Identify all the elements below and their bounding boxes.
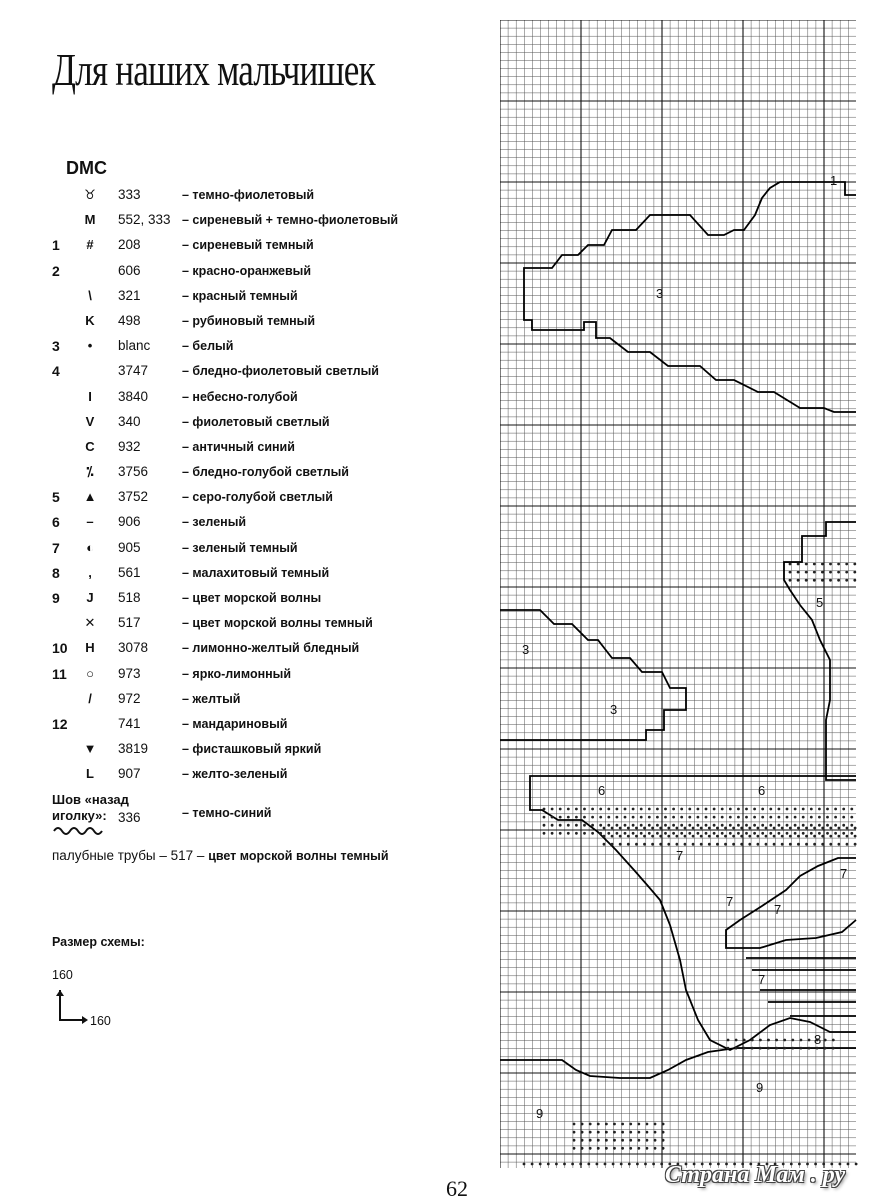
legend-desc: – фиолетовый светлый [182,414,330,429]
chart-color-number: 1 [830,173,838,188]
legend-symbol: V [85,413,95,429]
chart-color-number: 7 [774,902,782,917]
backstitch-label: Шов «назад иголку»: [52,792,129,823]
legend-number: 3 [52,338,60,355]
chart-color-number: 3 [522,642,530,657]
chart-color-number: 6 [758,783,766,798]
legend-code: blanc [118,338,151,354]
legend-row [52,287,472,312]
legend-symbol: ▼ [83,741,97,757]
legend-desc: – сиреневый + темно-фиолетовый [182,213,399,228]
chart-color-number: 3 [610,702,618,717]
legend-row [52,564,472,589]
size-height: 160 [52,968,73,982]
legend-code: 3752 [118,489,149,505]
chart-color-number: 7 [758,972,766,987]
chart-outline [530,776,856,1050]
legend-code: 208 [118,237,141,253]
backstitch-desc: – темно-синий [182,806,272,820]
stitch-symbols [573,1123,665,1150]
legend-row [52,539,472,564]
legend-desc: – темно-фиолетовый [182,188,315,202]
legend-code: 973 [118,665,141,681]
legend-desc: – красно-оранжевый [182,263,312,278]
deck-note-desc: цвет морской волны темный [208,849,389,863]
legend-row [52,186,472,211]
chart-color-number: 7 [676,848,684,863]
legend-symbol: K [85,312,95,328]
legend-row [52,589,472,614]
legend-row [52,488,472,513]
legend-symbol: L [86,766,94,782]
legend-number: 10 [52,640,68,657]
chart-outline [500,610,686,740]
legend-desc: – желто-зеленый [182,767,288,782]
legend-row [52,211,472,236]
legend-number: 8 [52,564,60,581]
legend-desc: – мандариновый [182,716,288,731]
legend-symbol: J [86,590,94,605]
legend-desc: – красный темный [182,288,298,303]
legend-code: 932 [118,438,141,454]
backstitch-code: 336 [118,810,141,825]
legend-row [52,438,472,463]
legend-desc: – фисташковый яркий [182,742,322,757]
legend-row [52,513,472,538]
legend-code: 340 [118,413,141,429]
page-title: Для наших мальчишек [52,45,375,95]
legend-code: 3756 [118,464,149,480]
legend-symbol: ♉ [84,187,96,202]
chart-color-number: 7 [726,894,734,909]
chart-color-number: 7 [840,866,848,881]
scheme-size-label [52,934,145,950]
legend-code: 3078 [118,640,149,656]
legend-row [52,236,472,261]
legend-symbol: ○ [86,665,94,681]
legend-row [52,337,472,362]
legend-desc: – цвет морской волны [182,591,322,605]
legend-code: 3747 [118,363,149,379]
legend-row [52,740,472,765]
legend-symbol: ▲ [83,489,97,505]
legend-number: 1 [52,237,60,254]
legend-row [52,413,472,438]
legend-desc: – цвет морской волны темный [182,616,373,631]
legend-code: 517 [118,615,141,631]
legend-symbol: – [86,514,94,530]
legend-symbol: \ [88,287,92,303]
chart-color-number: 9 [536,1106,544,1121]
legend-symbol: M [84,212,96,228]
legend-symbol: ✕ [84,615,96,631]
legend-row [52,614,472,639]
chart-outline [524,182,856,412]
legend-row [52,463,472,488]
legend-desc: – бледно-фиолетовый светлый [182,364,379,379]
watermark-logo: Страна Мам . ру [665,1162,846,1188]
wave-line-icon [52,826,112,836]
legend-number: 2 [52,262,60,279]
size-arrow-icon [56,990,90,1026]
legend-symbol: / [88,690,92,706]
cross-stitch-chart [500,20,860,1170]
chart-outline [784,522,856,780]
legend-desc: – сиреневый темный [182,238,314,253]
chart-color-number: 6 [598,783,606,798]
legend-number: 7 [52,539,60,556]
legend-desc: – ярко-лимонный [182,666,292,681]
legend-row [52,639,472,664]
legend-row [52,362,472,387]
legend-code: 3819 [118,741,149,757]
legend-symbol: H [85,640,95,656]
legend-code: 906 [118,514,141,530]
chart-color-number: 5 [816,595,824,610]
legend-desc: – зеленый темный [182,540,298,555]
size-label: Размер схемы: [52,935,145,949]
legend-code: 741 [118,715,141,731]
legend-symbol: • [87,338,93,354]
stitch-symbols [603,827,857,846]
chart-grid-minor [500,20,856,1168]
legend-symbol: , [88,564,92,580]
legend-code: 905 [118,539,141,555]
legend-desc: – лимонно-желтый бледный [182,641,360,656]
legend-code: 606 [118,262,141,278]
chart-color-number: 3 [656,286,664,301]
size-width: 160 [90,1014,111,1028]
legend-number: 4 [52,363,60,380]
dmc-heading: DMC [66,158,107,178]
legend-code: 972 [118,690,141,706]
color-legend [52,186,472,791]
chart-color-number: 8 [814,1032,822,1047]
legend-desc: – серо-голубой светлый [182,490,333,505]
legend-desc: – малахитовый темный [182,565,330,580]
legend-code: 498 [118,312,141,328]
legend-symbol: I [88,388,92,404]
legend-code: 321 [118,287,141,303]
legend-number: 5 [52,489,60,506]
legend-desc: – бледно-голубой светлый [182,465,349,480]
deck-tubes-note [52,848,389,863]
legend-symbol: ⁒ [86,464,94,480]
backstitch-note [52,792,272,825]
legend-desc: – желтый [182,691,241,706]
page-number: 62 [446,1176,468,1201]
legend-code: 3840 [118,388,149,404]
legend-code: 907 [118,766,141,782]
legend-desc: – античный синий [182,439,295,454]
legend-number: 9 [52,590,60,606]
legend-code: 333 [118,187,141,202]
legend-desc: – небесно-голубой [182,389,298,404]
legend-row [52,262,472,287]
legend-number: 12 [52,715,68,732]
deck-note-prefix: палубные трубы – 517 – [52,848,205,863]
chart-color-number: 9 [756,1080,764,1095]
legend-desc: – рубиновый темный [182,313,316,328]
legend-row [52,388,472,413]
legend-code: 552, 333 [118,212,171,228]
legend-symbol: # [86,237,94,253]
legend-row [52,690,472,715]
legend-code: 561 [118,564,141,580]
legend-symbol: ◐ [86,539,94,555]
legend-row [52,312,472,337]
legend-desc: – белый [182,339,234,354]
legend-code: 518 [118,590,141,605]
chart-outline [746,958,856,1016]
legend-row [52,715,472,740]
legend-row [52,665,472,690]
legend-number: 6 [52,514,60,531]
legend-symbol: C [85,438,95,454]
legend-number: 11 [52,665,67,682]
legend-row [52,765,472,790]
legend-desc: – зеленый [182,515,247,530]
